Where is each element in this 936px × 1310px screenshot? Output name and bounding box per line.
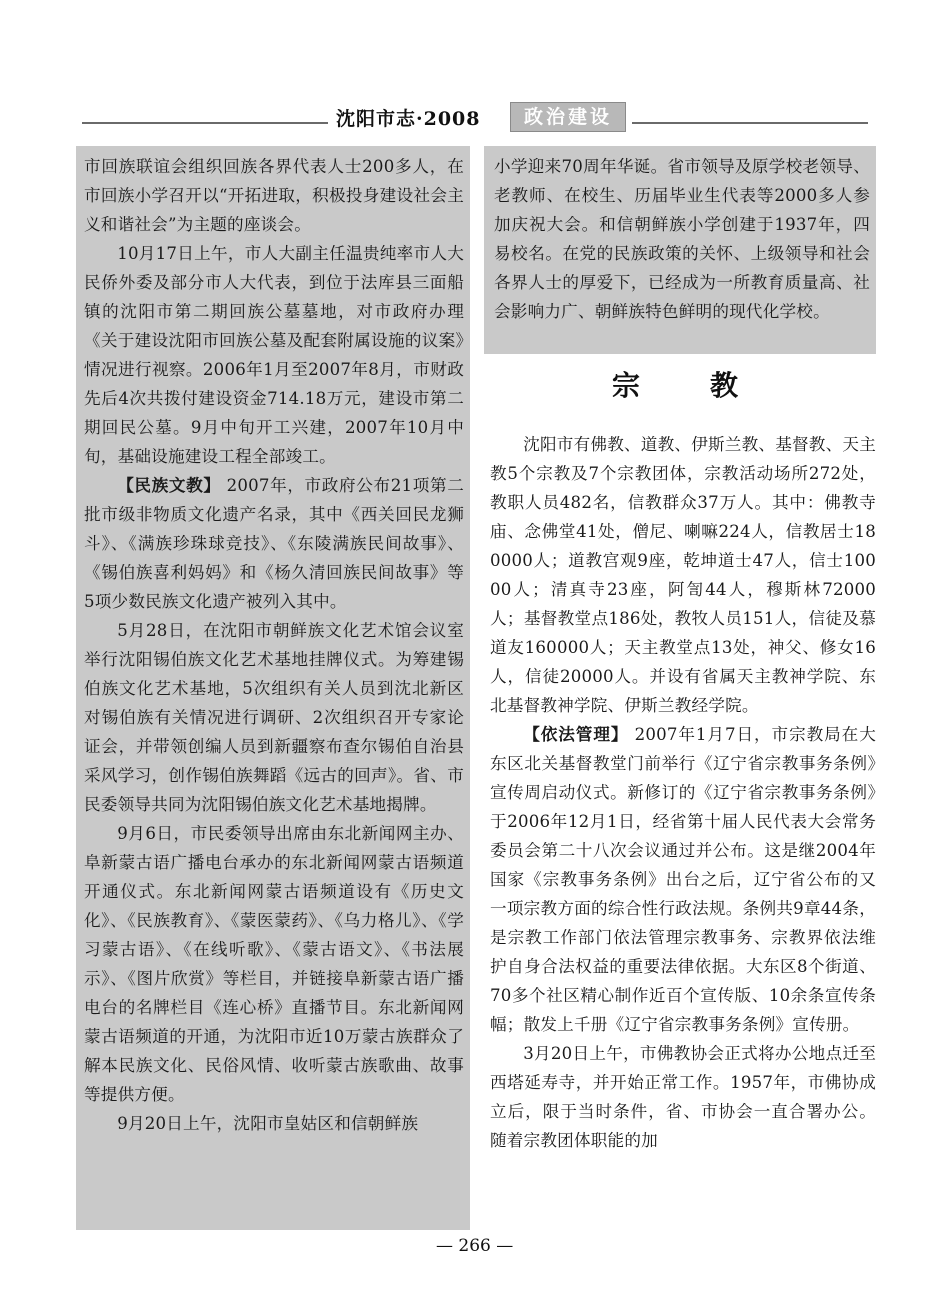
left-paragraph-3 [84, 471, 464, 616]
page-number: — 266 — [436, 1236, 514, 1256]
paragraph-text: 沈阳市有佛教、道教、伊斯兰教、基督教、天主教5个宗教及7个宗教团体，宗教活动场所272处，教职人员482名，信教群众37万人。其中：佛教寺庙、念佛堂41处，僧尼、喇嘛224人，信教居士180000人；道教宫观9座，乾坤道士47人，信士10000人；清真寺23座，阿訇44人，穆斯林72000人；基督教堂点186处，教牧人员151人，信徒及慕道友160000人；天主教堂点13处，神父、修女16人，信徒20000人。并设有省属天主教神学院、东北基督教神学院、伊斯兰教经学院。 [490, 435, 876, 715]
paragraph-text: 9月20日上午，沈阳市皇姑区和信朝鲜族 [117, 1114, 419, 1133]
paragraph-text: 9月6日，市民委领导出席由东北新闻网主办、阜新蒙古语广播电台承办的东北新闻网蒙古语频道开通仪式。东北新闻网蒙古语频道设有《历史文化》、《民族教育》、《蒙医蒙药》、《乌力格儿》、《学习蒙古语》、《在线听歌》、《蒙古语文》、《书法展示》、《图片欣赏》等栏目，并链接阜新蒙古语广播电台的名牌栏目《连心桥》直播节目。东北新闻网蒙古语频道的开通，为沈阳市近10万蒙古族群众了解本民族文化、民俗风情、收听蒙古族歌曲、故事等提供方便。 [84, 824, 464, 1104]
left-paragraph-6 [84, 1109, 464, 1138]
paragraph-text: 2007年，市政府公布21项第二批市级非物质文化遗产名录，其中《西关回民龙狮斗》、《满族珍珠球竞技》、《东陵满族民间故事》、《锡伯族喜利妈妈》和《杨久清回族民间故事》等5项少数民族文化遗产被列入其中。 [84, 476, 465, 611]
left-paragraph-1 [84, 152, 464, 239]
paragraph-heading: 【依法管理】 [523, 724, 629, 744]
section-tag: 政治建设 [510, 102, 626, 132]
left-paragraph-2 [84, 239, 464, 471]
left-paragraph-5 [84, 819, 464, 1109]
running-head: 沈阳市志·2008 [336, 108, 481, 130]
right-column [490, 430, 876, 1230]
right-paragraph-1 [490, 430, 876, 720]
right-paragraph-2 [490, 720, 876, 1039]
paragraph-text: 10月17日上午，市人大副主任温贵纯率市人大民侨外委及部分市人大代表，到位于法库县三面船镇的沈阳市第二期回族公墓墓地，对市政府办理《关于建设沈阳市回族公墓及配套附属设施的议案》情况进行视察。2006年1月至2007年8月，市财政先后4次共拨付建设资金714.18万元，建设市第二期回民公墓。9月中旬开工兴建，2007年10月中旬，基础设施建设工程全部竣工。 [84, 244, 464, 466]
right-paragraph-3 [490, 1039, 876, 1155]
paragraph-text: 3月20日上午，市佛教协会正式将办公地点迁至西塔延寿寺，并开始正常工作。1957年，市佛协成立后，限于当时条件，省、市协会一直合署办公。随着宗教团体职能的加 [490, 1044, 876, 1150]
left-column [76, 146, 470, 1230]
header-rule-right [632, 122, 868, 124]
section-title: 宗教 [612, 369, 809, 402]
right-top-paragraph [494, 152, 870, 326]
right-top-block [484, 146, 876, 354]
paragraph-text: 小学迎来70周年华诞。省市领导及原学校老领导、老教师、在校生、历届毕业生代表等2000多人参加庆祝大会。和信朝鲜族小学创建于1937年，四易校名。在党的民族政策的关怀、上级领导和社会各界人士的厚爱下，已经成为一所教育质量高、社会影响力广、朝鲜族特色鲜明的现代化学校。 [494, 157, 870, 321]
paragraph-text: 市回族联谊会组织回族各界代表人士200多人，在市回族小学召开以“开拓进取，积极投身建设社会主义和谐社会”为主题的座谈会。 [84, 157, 464, 234]
left-paragraph-4 [84, 616, 464, 819]
paragraph-heading: 【民族文教】 [117, 475, 221, 495]
header-rule-left [82, 122, 328, 124]
paragraph-text: 5月28日，在沈阳市朝鲜族文化艺术馆会议室举行沈阳锡伯族文化艺术基地挂牌仪式。为筹建锡伯族文化艺术基地，5次组织有关人员到沈北新区对锡伯族有关情况进行调研、2次组织召开专家论证会，并带领创编人员到新疆察布查尔锡伯自治县采风学习，创作锡伯族舞蹈《远古的回声》。省、市民委领导共同为沈阳锡伯族文化艺术基地揭牌。 [84, 621, 464, 814]
paragraph-text: 2007年1月7日，市宗教局在大东区北关基督教堂门前举行《辽宁省宗教事务条例》宣传周启动仪式。新修订的《辽宁省宗教事务条例》于2006年12月1日，经省第十届人民代表大会常务委员会第二十八次会议通过并公布。这是继2004年国家《宗教事务条例》出台之后，辽宁省公布的又一项宗教方面的综合性行政法规。条例共9章44条，是宗教工作部门依法管理宗教事务、宗教界依法维护自身合法权益的重要法律依据。大东区8个街道、70多个社区精心制作近百个宣传版、10余条宣传条幅；散发上千册《辽宁省宗教事务条例》宣传册。 [490, 725, 876, 1034]
